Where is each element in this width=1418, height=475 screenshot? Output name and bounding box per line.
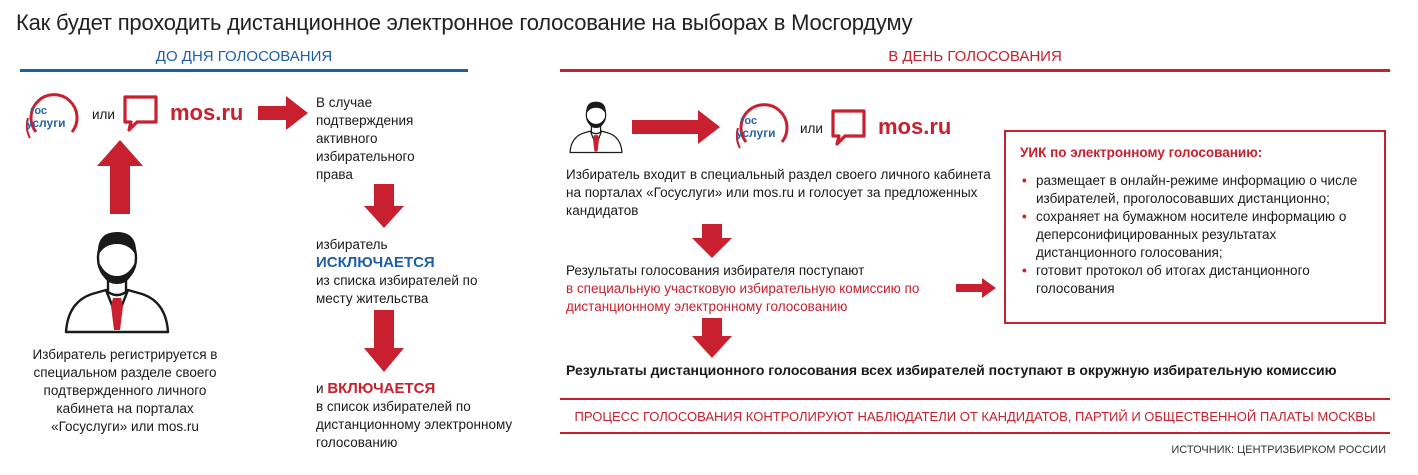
step-excluded-pre: избиратель: [316, 237, 388, 252]
voter-day-text: Избиратель входит в специальный раздел своего личного кабинета на порталах «Госуслуги» или mos.ru и голосует за предложенных кандидатов: [566, 167, 991, 218]
mosru-speech-icon: [122, 94, 162, 134]
step-included-pre: и: [316, 381, 324, 396]
arrow-down-icon: [364, 310, 404, 372]
voter-day-person-icon: [568, 96, 624, 154]
mosru-logo: mos.ru: [170, 100, 244, 125]
svg-text:гос: гос: [30, 105, 48, 117]
step-excluded-post: из списка избирателей по месту жительства: [316, 273, 478, 306]
uik-item: • готовит протокол об итогах дистанционного голосования: [1020, 262, 1370, 298]
uik-item: • сохраняет на бумажном носителе информацию о деперсонифицированных результатах дистанционного голосования;: [1020, 208, 1370, 262]
arrow-up-icon: [97, 140, 143, 214]
uik-title: УИК по электронному голосованию:: [1020, 145, 1263, 160]
or-label: или: [800, 121, 823, 136]
final-text: Результаты дистанционного голосования всех избирателей поступают в окружную избирательную комиссию: [566, 362, 1337, 378]
svg-text:услуги: услуги: [26, 116, 66, 130]
day-heading: В ДЕНЬ ГОЛОСОВАНИЯ: [888, 48, 1062, 65]
arrow-down-icon: [692, 224, 732, 258]
mosru-logo: mos.ru: [878, 114, 952, 139]
arrow-right-icon: [258, 96, 308, 130]
results-block: [566, 262, 956, 316]
results-text: Результаты голосования избирателя поступают: [566, 263, 865, 278]
results-red-text: в специальную участковую избирательную комиссию по дистанционному электронному голосованию: [566, 281, 920, 314]
gosuslugi-logo: [736, 102, 792, 154]
source-text: ИСТОЧНИК: ЦЕНТРИЗБИРКОМ РОССИИ: [1171, 444, 1386, 456]
page-title: Как будет проходить дистанционное электронное голосование на выборах в Мосгордуму: [16, 10, 913, 35]
before-divider: [20, 69, 468, 72]
uik-item: • размещает в онлайн-режиме информацию о числе избирателей, проголосовавших дистанционно;: [1020, 172, 1370, 208]
arrow-right-icon: [956, 278, 996, 298]
mosru-speech-icon: [830, 108, 870, 148]
observers-divider-top: [560, 398, 1390, 400]
step-excluded-key: ИСКЛЮЧАЕТСЯ: [316, 254, 435, 271]
svg-text:услуги: услуги: [736, 126, 776, 140]
or-label: или: [92, 107, 115, 122]
observers-divider-bottom: [560, 432, 1390, 434]
step-included-key: ВКЛЮЧАЕТСЯ: [327, 380, 436, 397]
gosuslugi-logo: [26, 92, 82, 144]
arrow-down-icon: [364, 184, 404, 228]
uik-box: [1004, 130, 1386, 324]
step-confirm-text: В случае подтверждения активного избирательного права: [316, 95, 415, 182]
day-divider: [560, 69, 1390, 72]
step-included: [316, 380, 526, 452]
voter-person-icon: [62, 222, 172, 334]
step-included-post: в список избирателей по дистанционному электронному голосованию: [316, 399, 513, 450]
voter-caption: Избиратель регистрируется в специальном разделе своего подтвержденного личного кабинета на порталах «Госуслуги» или mos.ru: [32, 347, 218, 434]
before-heading: ДО ДНЯ ГОЛОСОВАНИЯ: [155, 48, 333, 65]
arrow-right-icon: [632, 110, 720, 144]
observers-text: ПРОЦЕСС ГОЛОСОВАНИЯ КОНТРОЛИРУЮТ НАБЛЮДАТЕЛИ ОТ КАНДИДАТОВ, ПАРТИЙ И ОБЩЕСТВЕННОЙ ПАЛАТЫ МОСКВЫ: [574, 409, 1376, 424]
step-excluded: [316, 236, 486, 308]
arrow-down-icon: [692, 318, 732, 358]
svg-text:гос: гос: [740, 115, 758, 127]
uik-list: [1020, 172, 1370, 298]
